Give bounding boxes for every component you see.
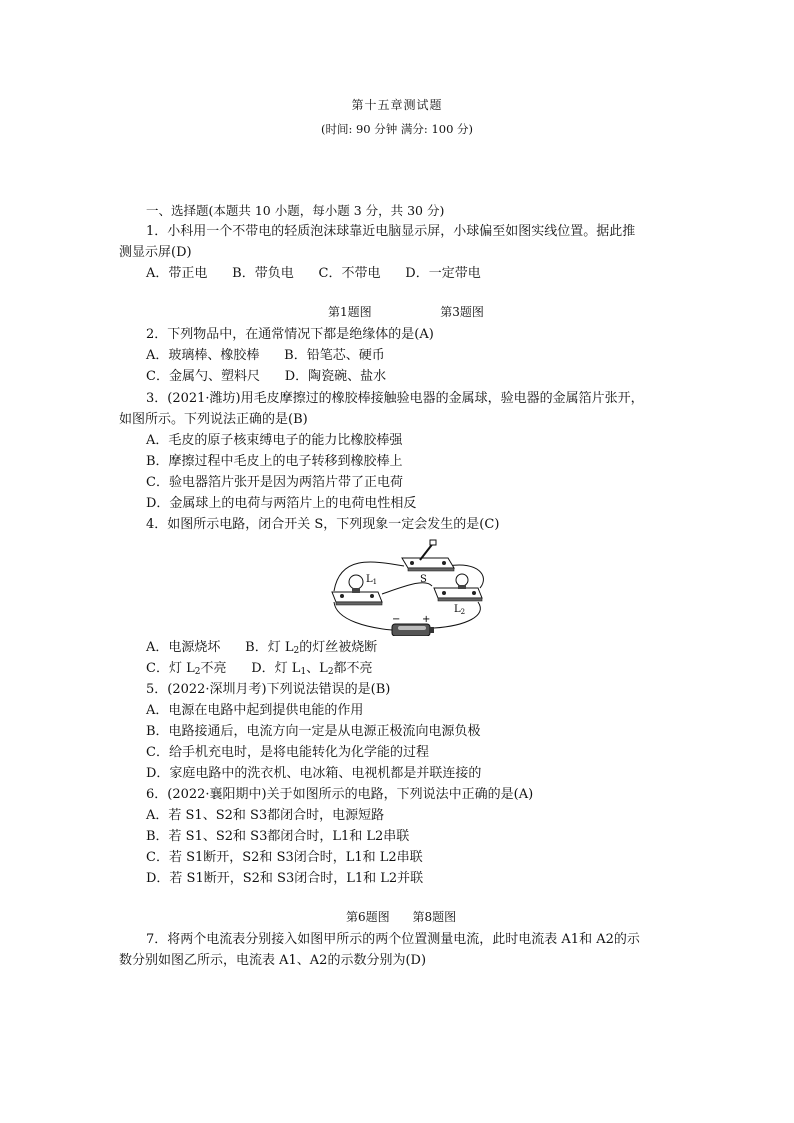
q3-option-d: D．金属球上的电荷与两箔片上的电荷电性相反	[146, 496, 417, 511]
q2-options-cd: C．金属勺、塑料尺 D．陶瓷碗、盐水	[146, 369, 387, 384]
q3-option-b: B．摩擦过程中毛皮上的电子转移到橡胶棒上	[146, 454, 403, 469]
q3-stem-line2: 如图所示。下列说法正确的是(B)	[119, 412, 308, 427]
q4-options-ab: A．电源烧坏 B．灯 $L_2$的灯丝被烧断	[146, 640, 378, 656]
q5-option-a: A．电源在电路中起到提供电能的作用	[146, 703, 364, 718]
lamp-l2	[434, 574, 482, 616]
q6-option-d: D．若 S1断开，S2和 S3闭合时，L1和 L2并联	[146, 871, 424, 886]
q4-options-cd: C．灯 $L_2$不亮 D．灯 $L_1$、$L_2$都不亮	[146, 661, 373, 677]
q1-options: A．带正电 B．带负电 C．不带电 D．一定带电	[146, 266, 481, 281]
q3-option-a: A．毛皮的原子核束缚电子的能力比橡胶棒强	[146, 433, 403, 448]
q2-stem: 2．下列物品中，在通常情况下都是绝缘体的是(A)	[146, 327, 434, 342]
label-l2: $L_2$	[454, 604, 466, 616]
figure-caption-q6-q8: 第6题图 第8题图	[346, 910, 457, 924]
q5-option-d: D．家庭电路中的洗衣机、电冰箱、电视机都是并联连接的	[146, 766, 482, 781]
q4-circuit-figure	[330, 536, 490, 636]
q5-stem: 5．(2022·深圳月考)下列说法错误的是(B)	[146, 682, 391, 697]
q7-stem-line2: 数分别如图乙所示，电流表 A1、A2的示数分别为(D)	[119, 953, 427, 968]
q6-option-c: C．若 S1断开，S2和 S3闭合时，L1和 L2串联	[146, 850, 423, 865]
label-plus: +	[422, 614, 431, 625]
switch-s	[402, 540, 454, 585]
q6-option-a: A．若 S1、S2和 S3都闭合时，电源短路	[146, 808, 385, 823]
q6-option-b: B．若 S1、S2和 S3都闭合时，L1和 L2串联	[146, 829, 410, 844]
q5-option-c: C．给手机充电时，是将电能转化为化学能的过程	[146, 745, 429, 760]
q3-option-c: C．验电器箔片张开是因为两箔片带了正电荷	[146, 475, 403, 490]
q4-stem: 4．如图所示电路，闭合开关 S，下列现象一定会发生的是(C)	[146, 517, 500, 532]
battery	[392, 614, 434, 636]
q1-stem-line1: 1．小科用一个不带电的轻质泡沫球靠近电脑显示屏，小球偏至如图实线位置。据此推	[146, 224, 636, 239]
label-l1: $L_1$	[366, 574, 378, 586]
page-subtitle: (时间: 90 分钟 满分: 100 分)	[320, 122, 474, 136]
q3-stem-line1: 3．(2021·潍坊)用毛皮摩擦过的橡胶棒接触验电器的金属球，验电器的金属箔片张开，	[146, 391, 644, 406]
page-title: 第十五章测试题	[351, 98, 443, 112]
figure-caption-q1-q3: 第1题图 第3题图	[328, 305, 484, 319]
q2-options-ab: A．玻璃棒、橡胶棒 B．铅笔芯、硬币	[146, 348, 385, 363]
label-s: S	[420, 574, 427, 585]
q7-stem-line1: 7．将两个电流表分别接入如图甲所示的两个位置测量电流，此时电流表 A1和 A2的示	[146, 932, 640, 947]
lamp-l1	[332, 574, 382, 605]
label-minus: −	[392, 614, 401, 625]
q5-option-b: B．电路接通后，电流方向一定是从电源正极流向电源负极	[146, 724, 481, 739]
section-heading: 一、选择题(本题共 10 小题，每小题 3 分，共 30 分)	[146, 203, 445, 218]
q1-stem-line2: 测显示屏(D)	[119, 245, 192, 260]
q6-stem: 6．(2022·襄阳期中)关于如图所示的电路，下列说法中正确的是(A)	[146, 787, 534, 802]
wire-l1-battery	[334, 602, 392, 630]
